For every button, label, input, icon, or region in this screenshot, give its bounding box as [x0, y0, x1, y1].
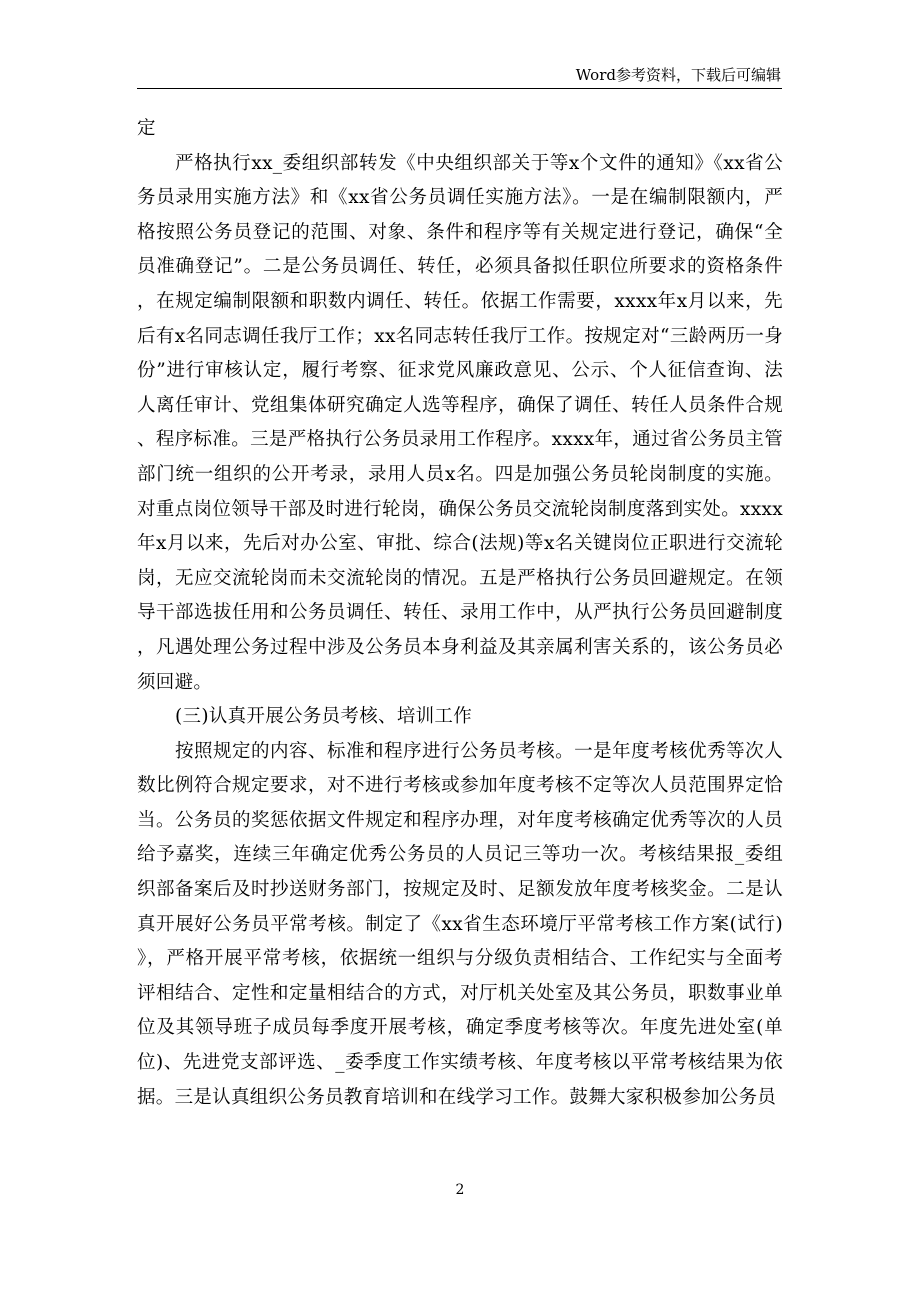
section-heading-assessment-training: (三)认真开展公务员考核、培训工作 [175, 706, 473, 728]
header-divider [137, 88, 782, 89]
page-header-text: Word参考资料，下载后可编辑 [575, 66, 781, 84]
body-paragraph-continuation: 定 [137, 118, 156, 139]
document-body [137, 112, 783, 1115]
body-paragraph-recruitment-rules: 严格执行xx_委组织部转发《中央组织部关于等x个文件的通知》《xx省公务员录用实施方法》和《xx省公务员调任实施方法》。一是在编制限额内，严格按照公务员登记的范围、对象、条件和程序等有关规定进行登记，确保“全员准确登记”。二是公务员调任、转任，必须具备拟任职位所要求的资格条件，在规定编制限额和职数内调任、转任。依据工作需要，xxxx年x月以来，先后有x名同志调任我厅工作；xx名同志转任我厅工作。按规定对“三龄两历一身份”进行审核认定，履行考察、征求党风廉政意见、公示、个人征信查询、法人离任审计、党组集体研究确定人选等程序，确保了调任、转任人员条件合规、程序标准。三是严格执行公务员录用工作程序。xxxx年，通过省公务员主管部门统一组织的公开考录，录用人员x名。四是加强公务员轮岗制度的实施。对重点岗位领导干部及时进行轮岗，确保公务员交流轮岗制度落到实处。xxxx年x月以来，先后对办公室、审批、综合(法规)等x名关键岗位正职进行交流轮岗，无应交流轮岗而未交流轮岗的情况。五是严格执行公务员回避规定。在领导干部选拔任用和公务员调任、转任、录用工作中，从严执行公务员回避制度，凡遇处理公务过程中涉及公务员本身利益及其亲属利害关系的，该公务员必须回避。 [137, 152, 783, 693]
page-number: 2 [455, 1182, 465, 1198]
body-paragraph-assessment: 按照规定的内容、标准和程序进行公务员考核。一是年度考核优秀等次人数比例符合规定要求，对不进行考核或参加年度考核不定等次人员范围界定恰当。公务员的奖惩依据文件规定和程序办理，对年度考核确定优秀等次的人员给予嘉奖，连续三年确定优秀公务员的人员记三等功一次。考核结果报_委组织部备案后及时抄送财务部门，按规定及时、足额发放年度考核奖金。二是认真开展好公务员平常考核。制定了《xx省生态环境厅平常考核工作方案(试行)》，严格开展平常考核，依据统一组织与分级负责相结合、工作纪实与全面考评相结合、定性和定量相结合的方式，对厅机关处室及其公务员，职数事业单位及其领导班子成员每季度开展考核，确定季度考核等次。年度先进处室(单位)、先进党支部评选、_委季度工作实绩考核、年度考核以平常考核结果为依据。三是认真组织公务员教育培训和在线学习工作。鼓舞大家积极参加公务员 [137, 740, 783, 1108]
